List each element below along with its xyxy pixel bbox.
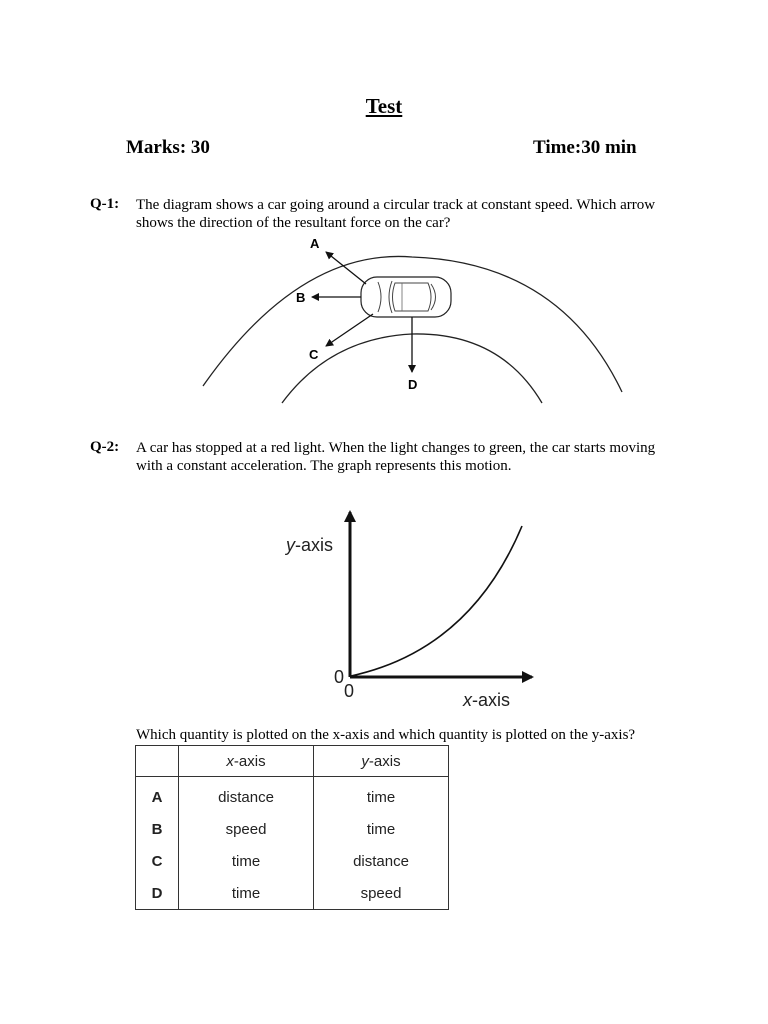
y-quantity: distance bbox=[314, 845, 449, 877]
answer-table bbox=[135, 745, 449, 910]
label-b: B bbox=[296, 290, 306, 305]
label-c: C bbox=[309, 347, 319, 362]
table-row bbox=[136, 777, 449, 814]
y-quantity: speed bbox=[314, 877, 449, 910]
page-title: Test bbox=[365, 94, 403, 118]
motion-curve bbox=[351, 526, 522, 676]
table-header-row bbox=[136, 746, 449, 777]
option-label: B bbox=[136, 813, 179, 845]
x-axis-label: x-axis bbox=[463, 690, 511, 710]
table-row bbox=[136, 877, 449, 910]
x-quantity: distance bbox=[179, 777, 314, 814]
q1-track-diagram bbox=[190, 232, 640, 407]
option-label: D bbox=[136, 877, 179, 910]
x-origin-label: 0 bbox=[344, 681, 355, 701]
x-quantity: time bbox=[179, 845, 314, 877]
q2-text-line2: with a constant acceleration. The graph represents this motion. bbox=[136, 458, 512, 474]
y-origin-label: 0 bbox=[334, 667, 345, 687]
q2-motion-graph bbox=[270, 500, 550, 715]
option-label: C bbox=[136, 845, 179, 877]
q1-text bbox=[136, 196, 666, 232]
table-header-y: y-axis bbox=[314, 746, 449, 777]
q1-text-line1: The diagram shows a car going around a circular track at constant speed. Which arrow bbox=[136, 197, 656, 213]
q2-text bbox=[136, 439, 666, 475]
label-d: D bbox=[408, 377, 418, 392]
q2-text-line1: A car has stopped at a red light. When the light changes to green, the car starts moving bbox=[136, 440, 656, 456]
q1-text-line2: shows the direction of the resultant force on the car? bbox=[136, 215, 451, 231]
x-quantity: speed bbox=[179, 813, 314, 845]
table-header-x: x-axis bbox=[179, 746, 314, 777]
x-quantity: time bbox=[179, 877, 314, 910]
label-a: A bbox=[310, 236, 320, 251]
table-row bbox=[136, 813, 449, 845]
y-quantity: time bbox=[314, 777, 449, 814]
car-icon bbox=[361, 277, 451, 317]
time-label: Time:30 min bbox=[533, 137, 637, 158]
table-row bbox=[136, 845, 449, 877]
table-header-option bbox=[136, 746, 179, 777]
y-quantity: time bbox=[314, 813, 449, 845]
option-label: A bbox=[136, 777, 179, 814]
q2-number: Q-2: bbox=[90, 439, 120, 455]
marks-label: Marks: 30 bbox=[126, 137, 210, 158]
q2-question: Which quantity is plotted on the x-axis and which quantity is plotted on the y-axis? bbox=[136, 727, 636, 743]
arrow-a bbox=[326, 252, 366, 284]
y-axis-label: y-axis bbox=[286, 535, 334, 555]
q1-number: Q-1: bbox=[90, 196, 120, 212]
